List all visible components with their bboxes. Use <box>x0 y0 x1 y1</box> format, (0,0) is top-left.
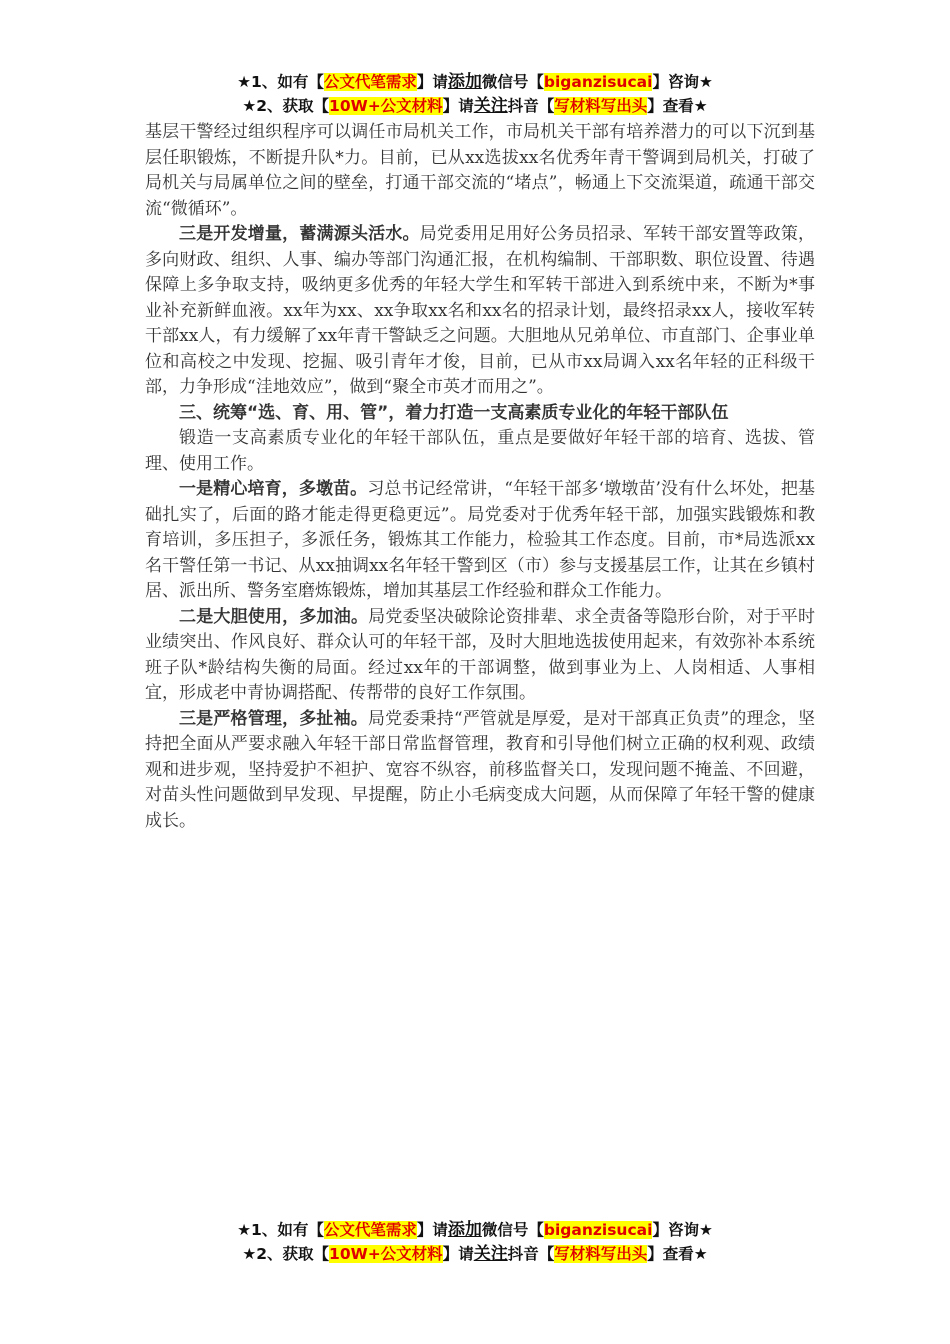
banner-line-2-suffix: 】查看★ <box>647 97 708 115</box>
banner-emphasis-add: 添加 <box>447 72 482 92</box>
footer-highlight-service: 公文代笔需求 <box>323 1221 417 1239</box>
footer-line-1-suffix: 】咨询★ <box>652 1221 713 1239</box>
banner-line-1-prefix: ★1、如有【 <box>237 73 324 91</box>
banner-line-1-mid2: 微信号【 <box>481 73 544 91</box>
footer-banner <box>0 1218 950 1266</box>
footer-highlight-douyin: 写材料写出头 <box>554 1245 648 1263</box>
document-body <box>145 120 815 834</box>
footer-line-2-mid2: 抖音【 <box>507 1245 555 1263</box>
footer-line-1-mid2: 微信号【 <box>481 1221 544 1239</box>
banner-line-2 <box>0 94 950 118</box>
paragraph-exchange: 基层干警经过组织程序可以调任市局机关工作，市局机关干部有培养潜力的可以下沉到基层任职锻炼，不断提升队*力。目前，已从xx选拔xx名优秀年青干警调到局机关，打破了局机关与局属单位之间的壁垒，打通干部交流的“堵点”，畅通上下交流渠道，疏通干部交流“微循环”。 <box>145 122 815 219</box>
footer-line-2-prefix: ★2、获取【 <box>242 1245 330 1263</box>
footer-line-1-prefix: ★1、如有【 <box>237 1221 324 1239</box>
paragraph-cultivate-text: 习总书记经常讲，“年轻干部多‘墩墩苗’没有什么坏处，把基础扎实了，后面的路才能走得更稳更远”。局党委对于优秀年轻干部，加强实践锻炼和教育培训，多压担子，多派任务，锻炼其工作能力，检验其工作态度。目前，市*局选派xx名干警任第一书记、从xx抽调xx名年轻干警到区（市）参与支援基层工作，让其在乡镇村居、派出所、警务室磨炼锻炼，增加其基层工作经验和群众工作能力。 <box>145 479 816 601</box>
banner-highlight-materials: 10W+公文材料 <box>329 97 443 115</box>
banner-emphasis-follow: 关注 <box>473 96 508 116</box>
section-heading-3: 三、统筹“选、育、用、管”，着力打造一支高素质专业化的年轻干部队伍 <box>179 402 729 423</box>
paragraph-increment-text: 局党委用足用好公务员招录、军转干部安置等政策，多向财政、组织、人事、编办等部门沟通汇报，在机构编制、干部职数、职位设置、待遇保障上多争取支持，吸纳更多优秀的年轻大学生和军转干部进入到系统中来，不断为*事业补充新鲜血液。xx年为xx、xx争取xx名和xx名的招录计划，最终招录xx人，接收军转干部xx人，有力缓解了xx年青干警缺乏之问题。大胆地从兄弟单位、市直部门、企事业单位和高校之中发现、挖掘、吸引青年才俊，目前，已从市xx局调入xx名年轻的正科级干部，力争形成“洼地效应”，做到“聚全市英才而用之”。 <box>145 224 816 397</box>
paragraph-cultivate <box>145 477 815 605</box>
banner-highlight-douyin: 写材料写出头 <box>554 97 648 115</box>
paragraph-cultivate-lead: 一是精心培育，多墩苗。 <box>179 479 368 499</box>
paragraph-increment <box>145 222 815 401</box>
footer-banner-line-2 <box>0 1242 950 1266</box>
footer-emphasis-follow: 关注 <box>473 1244 508 1264</box>
footer-emphasis-add: 添加 <box>447 1220 482 1240</box>
paragraph-use-text: 局党委坚决破除论资排辈、求全责备等隐形台阶，对于平时业绩突出、作风良好、群众认可的年轻干部，及时大胆地选拔使用起来，有效弥补本系统班子队*龄结构失衡的局面。经过xx年的干部调整，做到事业为上、人岗相适、人事相宜，形成老中青协调搭配、传帮带的良好工作氛围。 <box>145 606 816 703</box>
paragraph-manage <box>145 707 815 835</box>
paragraph-use-lead: 二是大胆使用，多加油。 <box>179 606 369 627</box>
footer-banner-line-1 <box>0 1218 950 1242</box>
footer-line-2-mid1: 】请 <box>442 1245 474 1263</box>
banner-highlight-wechat-id: biganzisucai <box>543 73 653 91</box>
paragraph-manage-text: 局党委秉持“严管就是厚爱，是对干部真正负责”的理念，坚持把全面从严要求融入年轻干部日常监督管理，教育和引导他们树立正确的权利观、政绩观和进步观，坚持爱护不袒护、宽容不纵容，前移监督关口，发现问题不掩盖、不回避，对苗头性问题做到早发现、早提醒，防止小毛病变成大问题，从而保障了年轻干警的健康成长。 <box>145 708 815 831</box>
header-banner <box>0 70 950 118</box>
banner-line-2-mid1: 】请 <box>442 97 474 115</box>
paragraph-use <box>145 605 815 707</box>
footer-line-1-mid1: 】请 <box>416 1221 448 1239</box>
footer-highlight-materials: 10W+公文材料 <box>329 1245 443 1263</box>
banner-line-1 <box>0 70 950 94</box>
banner-line-2-mid2: 抖音【 <box>507 97 555 115</box>
footer-highlight-wechat-id: biganzisucai <box>543 1221 653 1239</box>
banner-line-2-prefix: ★2、获取【 <box>242 97 330 115</box>
footer-line-2-suffix: 】查看★ <box>647 1245 708 1263</box>
banner-line-1-mid1: 】请 <box>416 73 448 91</box>
banner-highlight-service: 公文代笔需求 <box>323 73 417 91</box>
paragraph-increment-lead: 三是开发增量，蓄满源头活水。 <box>179 224 420 244</box>
banner-line-1-suffix: 】咨询★ <box>652 73 713 91</box>
paragraph-intro: 锻造一支高素质专业化的年轻干部队伍，重点是要做好年轻干部的培育、选拔、管理、使用工作。 <box>145 428 815 474</box>
paragraph-manage-lead: 三是严格管理，多扯袖。 <box>179 708 368 729</box>
